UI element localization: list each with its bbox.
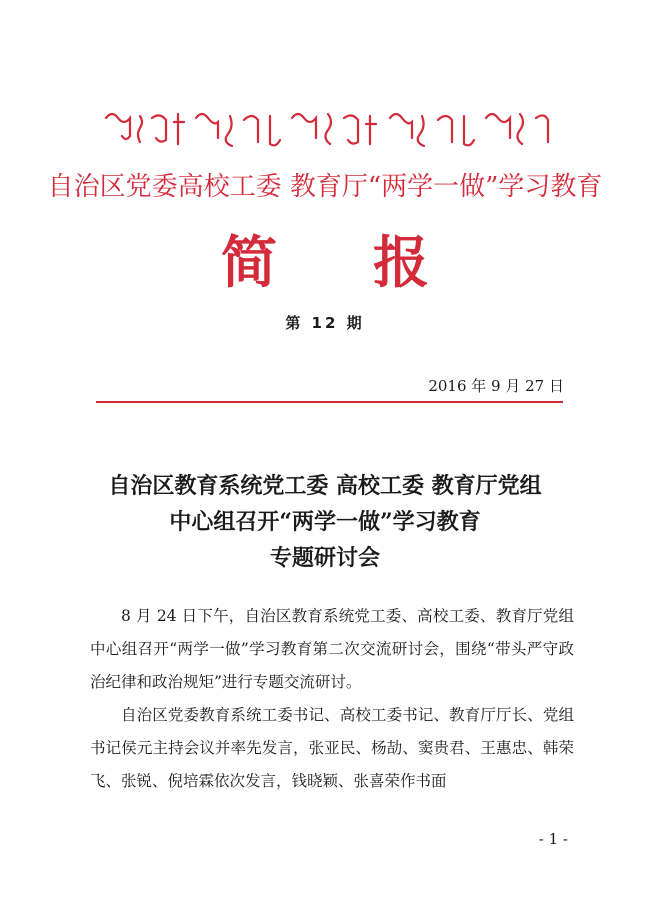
headline-line-2: 中心组召开“两学一做”学习教育 <box>169 509 481 535</box>
issue-number: 第 12 期 <box>285 314 365 332</box>
headline-line-3: 专题研讨会 <box>269 545 380 571</box>
paragraph-1: 8 月 24 日下午，自治区教育系统党工委、高校工委、教育厅党组中心组召开“两学一做”学习教育第二次交流研讨会，围绕“带头严守政治纪律和政治规矩”进行专题交流研讨。 <box>90 607 574 691</box>
bulletin-title: 简报 <box>221 230 525 296</box>
headline-line-1: 自治区教育系统党工委 高校工委 教育厅党组 <box>108 473 542 499</box>
red-divider <box>96 401 563 403</box>
paragraph-2: 自治区党委教育系统工委书记、高校工委书记、教育厅厅长、党组书记侯元主持会议并率先发言，张亚民、杨劼、窦贵君、王惠忠、韩荣飞、张锐、倪培霖依次发言，钱晓颖、张喜荣作书面 <box>90 706 574 790</box>
article-body <box>90 600 574 798</box>
page-number: - 1 - <box>538 830 568 848</box>
publication-date: 2016 年 9 月 27 日 <box>428 377 564 395</box>
mongolian-script-header <box>100 104 555 156</box>
article-headline <box>0 468 650 576</box>
organization-title: 自治区党委高校工委 教育厅“两学一做”学习教育 <box>47 172 603 202</box>
